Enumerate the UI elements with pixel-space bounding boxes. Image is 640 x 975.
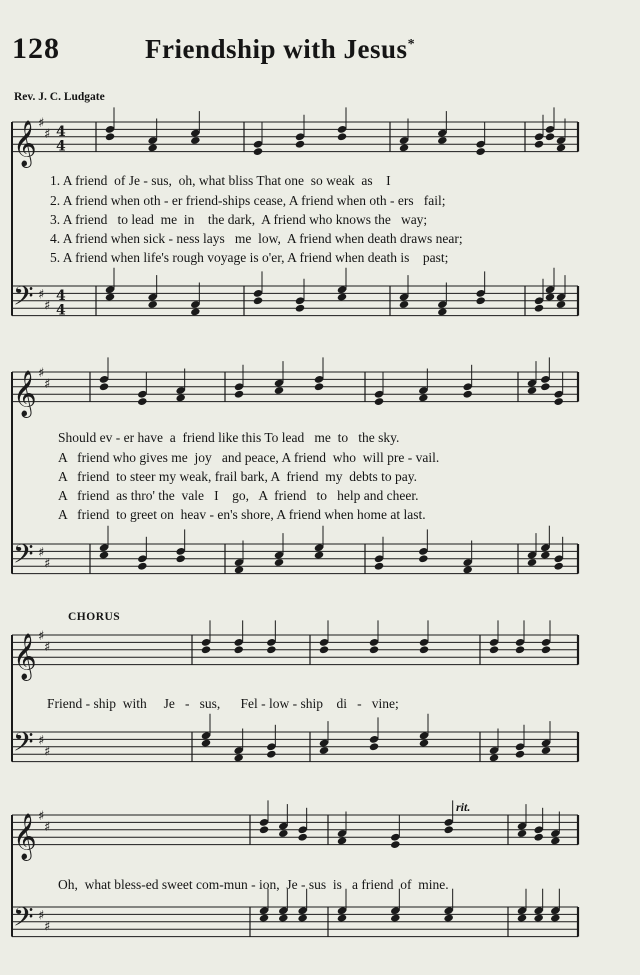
- note-head: [517, 829, 527, 838]
- note-head: [369, 645, 379, 654]
- note-head: [541, 645, 551, 654]
- note-head: [489, 645, 499, 654]
- note-head: [278, 914, 288, 923]
- note-head: [533, 914, 543, 923]
- note-head: [259, 914, 269, 923]
- note-head: [418, 393, 428, 402]
- bass-clef-icon: 𝄢: [13, 726, 34, 765]
- verse-5-line-1: 5. A friend when life's rough voyage is o'er, A friend when death is past;: [50, 250, 449, 265]
- chorus-lyric-line-2: Oh, what bless-ed sweet com-mun - ion, Je - sus is a friend of mine.: [58, 877, 449, 892]
- verse-2-line-1: 2. A friend when oth - er friend-ships cease, A friend when oth - ers fail;: [50, 193, 446, 208]
- treble-clef-icon: 𝄞: [13, 633, 37, 680]
- note-head: [533, 833, 543, 842]
- note-head: [443, 825, 453, 834]
- sharp-key-signature-icon: ♯: [38, 733, 45, 749]
- verse-1-line-1: 1. A friend of Je - sus, oh, what bliss That one so weak as I: [50, 173, 391, 188]
- note-head: [550, 914, 560, 923]
- note-head: [369, 742, 379, 751]
- note-head: [233, 753, 243, 762]
- note-head: [556, 143, 566, 152]
- note-head: [147, 300, 157, 309]
- note-head: [190, 136, 200, 145]
- verse-4-line-2: A friend as thro' the vale I go, A friend to help and cheer.: [58, 488, 419, 503]
- bass-clef-icon: 𝄢: [13, 901, 34, 940]
- treble-clef-icon: 𝄞: [13, 813, 37, 860]
- note-head: [297, 914, 307, 923]
- note-head: [105, 132, 115, 141]
- note-head: [234, 390, 244, 399]
- note-head: [234, 565, 244, 574]
- note-head: [99, 551, 109, 560]
- note-head: [556, 300, 566, 309]
- note-head: [419, 645, 429, 654]
- note-head: [201, 645, 211, 654]
- treble-clef-icon: 𝄞: [13, 370, 37, 417]
- note-head: [553, 397, 563, 406]
- time-signature-top: 4: [56, 287, 66, 304]
- note-head: [418, 554, 428, 563]
- sharp-key-signature-icon: ♯: [44, 298, 51, 314]
- note-head: [399, 143, 409, 152]
- note-head: [105, 293, 115, 302]
- sharp-key-signature-icon: ♯: [44, 377, 51, 393]
- note-head: [319, 746, 329, 755]
- note-head: [534, 140, 544, 149]
- note-head: [175, 554, 185, 563]
- note-head: [517, 914, 527, 923]
- note-head: [274, 386, 284, 395]
- verse-2-line-2: A friend who gives me joy and peace, A friend who will pre - vail.: [58, 450, 440, 465]
- title-footnote-mark: *: [407, 37, 416, 52]
- note-head: [437, 307, 447, 316]
- note-head: [337, 836, 347, 845]
- ritardando-mark: rit.: [456, 800, 471, 814]
- note-head: [515, 645, 525, 654]
- note-head: [489, 753, 499, 762]
- sharp-key-signature-icon: ♯: [44, 640, 51, 656]
- note-head: [137, 397, 147, 406]
- note-head: [337, 914, 347, 923]
- verse-3-line-1: 3. A friend to lead me in the dark, A friend who knows the way;: [50, 212, 428, 227]
- note-head: [443, 914, 453, 923]
- verse-5-line-2: A friend to greet on heav - en's shore, A friend when home at last.: [58, 507, 426, 522]
- note-head: [437, 136, 447, 145]
- bass-clef-icon: 𝄢: [13, 538, 34, 577]
- note-head: [295, 304, 305, 313]
- author-credit: Rev. J. C. Ludgate: [14, 91, 105, 103]
- sharp-key-signature-icon: ♯: [44, 744, 51, 760]
- sharp-key-signature-icon: ♯: [38, 629, 45, 644]
- note-head: [274, 558, 284, 567]
- hymn-title-text: Friendship with Jesus: [145, 34, 408, 64]
- note-head: [137, 562, 147, 571]
- note-head: [462, 565, 472, 574]
- note-head: [374, 397, 384, 406]
- note-head: [399, 300, 409, 309]
- note-head: [175, 393, 185, 402]
- note-head: [147, 143, 157, 152]
- note-head: [337, 293, 347, 302]
- note-head: [337, 132, 347, 141]
- sharp-key-signature-icon: ♯: [38, 287, 45, 303]
- sharp-key-signature-icon: ♯: [44, 127, 51, 143]
- note-head: [545, 132, 555, 141]
- note-head: [295, 140, 305, 149]
- note-head: [540, 551, 550, 560]
- note-head: [475, 296, 485, 305]
- note-head: [545, 293, 555, 302]
- note-head: [99, 382, 109, 391]
- note-head: [419, 739, 429, 748]
- chorus-label: CHORUS: [68, 611, 121, 623]
- sharp-key-signature-icon: ♯: [38, 366, 45, 381]
- note-head: [297, 833, 307, 842]
- note-head: [314, 551, 324, 560]
- note-head: [462, 390, 472, 399]
- note-head: [253, 147, 263, 156]
- sharp-key-signature-icon: ♯: [38, 809, 45, 824]
- sharp-key-signature-icon: ♯: [44, 919, 51, 935]
- note-head: [475, 147, 485, 156]
- note-head: [527, 386, 537, 395]
- note-head: [266, 750, 276, 759]
- note-head: [534, 304, 544, 313]
- note-head: [550, 836, 560, 845]
- note-head: [314, 382, 324, 391]
- sharp-key-signature-icon: ♯: [44, 820, 51, 836]
- treble-clef-icon: 𝄞: [13, 120, 37, 167]
- note-head: [319, 645, 329, 654]
- chorus-lyric-line-1: Friend - ship with Je - sus, Fel - low - ship di - vine;: [47, 696, 399, 711]
- note-head: [266, 645, 276, 654]
- note-head: [259, 825, 269, 834]
- note-head: [527, 558, 537, 567]
- verse-4-line-1: 4. A friend when sick - ness lays me low, A friend when death draws near;: [50, 231, 463, 246]
- note-head: [253, 296, 263, 305]
- note-head: [374, 562, 384, 571]
- note-head: [515, 750, 525, 759]
- sharp-key-signature-icon: ♯: [38, 908, 45, 924]
- note-head: [390, 914, 400, 923]
- time-signature-bottom: 4: [56, 138, 66, 155]
- note-head: [190, 307, 200, 316]
- note-head: [390, 840, 400, 849]
- hymn-number: 128: [12, 32, 60, 65]
- sharp-key-signature-icon: ♯: [38, 545, 45, 561]
- verse-1-line-2: Should ev - er have a friend like this To lead me to the sky.: [58, 430, 400, 445]
- sharp-key-signature-icon: ♯: [44, 556, 51, 572]
- verse-3-line-2: A friend to steer my weak, frail bark, A friend my debts to pay.: [58, 469, 418, 484]
- note-head: [553, 562, 563, 571]
- time-signature-top: 4: [56, 123, 66, 140]
- sharp-key-signature-icon: ♯: [38, 116, 45, 131]
- note-head: [201, 739, 211, 748]
- note-head: [233, 645, 243, 654]
- bass-clef-icon: 𝄢: [13, 280, 34, 319]
- note-head: [541, 746, 551, 755]
- note-head: [540, 382, 550, 391]
- note-head: [278, 829, 288, 838]
- time-signature-bottom: 4: [56, 302, 66, 319]
